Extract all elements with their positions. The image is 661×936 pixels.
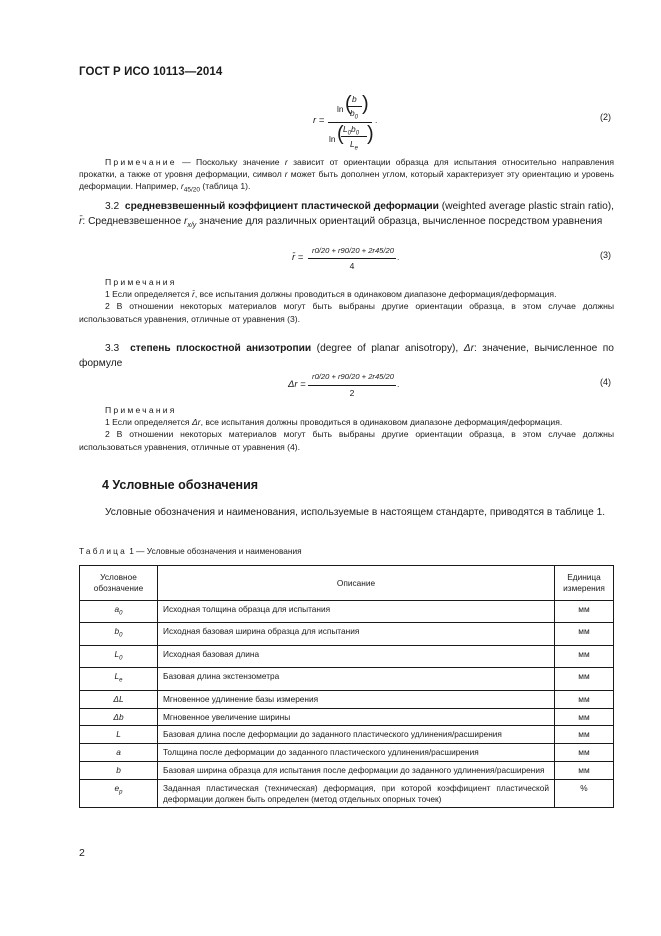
eq4-denominator: 2 bbox=[349, 388, 355, 398]
table-symbol-main: a bbox=[114, 604, 120, 614]
note-1-text-a: — Поскольку значение bbox=[176, 157, 285, 167]
table-cell-unit: мм bbox=[555, 690, 614, 708]
eq2-num-b0-sub: 0 bbox=[354, 114, 359, 121]
clause-3-2 bbox=[79, 200, 614, 233]
clause-3-2-number: 3.2 bbox=[105, 201, 120, 212]
table-cell-symbol bbox=[80, 601, 158, 623]
table-row bbox=[80, 726, 614, 744]
eq2-den-ln: ln bbox=[329, 134, 336, 144]
table-cell-symbol: Δb bbox=[80, 708, 158, 726]
notes-3-3-item-1-sym: Δr bbox=[191, 417, 201, 428]
section-4-intro: Условные обозначения и наименования, используемые в настоящем стандарте, приводятся в таблице 1. bbox=[105, 507, 606, 518]
notes-3-2-item-2: 2 В отношении некоторых материалов могут быть выбраны другие ориентации образца, в этом случае должны использоваться уравнения, отличные от уравнения (3). bbox=[79, 301, 614, 324]
eq2-main-bar bbox=[328, 122, 372, 123]
table-symbol-sub: e bbox=[119, 678, 123, 685]
note-1-example-sub: 45/20 bbox=[183, 187, 201, 195]
table-cell-description: Исходная базовая ширина образца для испытания bbox=[158, 623, 555, 645]
eq4-bar bbox=[308, 385, 396, 386]
eq3-tail: . bbox=[397, 252, 400, 262]
clause-3-2-rxy-sub: x/y bbox=[187, 221, 197, 229]
table-cell-symbol bbox=[80, 779, 158, 808]
table-cell-symbol bbox=[80, 645, 158, 667]
note-1-r: r bbox=[284, 157, 288, 167]
eq2-number: (2) bbox=[600, 112, 611, 122]
table-cell-unit: % bbox=[555, 779, 614, 808]
clause-3-2-symbol: r̄ bbox=[79, 215, 83, 227]
table-symbol-sub: p bbox=[119, 789, 123, 796]
clause-3-3-number: 3.3 bbox=[105, 343, 120, 354]
clause-3-2-term: средневзвешенный коэффициент пластической деформации bbox=[124, 201, 439, 212]
notes-3-2-item-1-b: , все испытания должны проводиться в одинаковом диапазоне деформация/деформация. bbox=[194, 289, 557, 300]
eq4-tail: . bbox=[397, 379, 400, 389]
table-cell-unit: мм bbox=[555, 708, 614, 726]
table-cell-description: Мгновенное увеличение ширины bbox=[158, 708, 555, 726]
clause-3-3-english: (degree of planar anisotropy), bbox=[311, 343, 464, 354]
note-1-label: Примечание bbox=[105, 157, 177, 167]
note-1-text-c: может быть дополнен углом, который характеризует эту ориентацию и уровень деформации. Например, bbox=[79, 169, 614, 192]
notes-3-3 bbox=[79, 404, 614, 453]
notes-3-3-label: Примечания bbox=[105, 405, 177, 415]
table-row bbox=[80, 645, 614, 667]
notes-3-2-item-1 bbox=[79, 288, 614, 300]
document-header: ГОСТ Р ИСО 10113—2014 bbox=[79, 66, 223, 78]
eq2-den-inner-bar bbox=[341, 136, 367, 137]
table-1-caption-text: 1 — Условные обозначения и наименования bbox=[126, 546, 302, 556]
clause-3-3-term: степень плоскостной анизотропии bbox=[130, 343, 312, 354]
table-cell-description: Исходная толщина образца для испытания bbox=[158, 601, 555, 623]
notes-3-2-label: Примечания bbox=[105, 277, 177, 287]
eq2-lhs: r = bbox=[313, 115, 325, 126]
notes-3-3-item-1-a: 1 Если определяется bbox=[105, 417, 192, 428]
eq2-num-b0 bbox=[350, 108, 358, 121]
table-header-description: Описание bbox=[158, 566, 555, 601]
table-row bbox=[80, 601, 614, 623]
table-1-caption bbox=[79, 546, 302, 556]
page-number: 2 bbox=[79, 847, 85, 859]
table-symbol-sub: 0 bbox=[119, 610, 123, 617]
table-cell-description: Базовая длина после деформации до заданного пластического удлинения/расширения bbox=[158, 726, 555, 744]
eq2-den-Le-sym: L bbox=[350, 139, 355, 149]
table-cell-unit: мм bbox=[555, 623, 614, 645]
table-cell-symbol: L bbox=[80, 726, 158, 744]
table-cell-description: Исходная базовая длина bbox=[158, 645, 555, 667]
notes-3-3-item-2: 2 В отношении некоторых материалов могут быть выбраны другие ориентации образца, в этом случае должны использоваться уравнения, отличные от уравнения (4). bbox=[79, 429, 614, 452]
table-cell-unit: мм bbox=[555, 744, 614, 762]
table-cell-symbol bbox=[80, 668, 158, 690]
table-cell-description: Заданная пластическая (техническая) деформация, при которой коэффициент пластической деформации должен быть определен (метод отдельных опорных точек) bbox=[158, 779, 555, 808]
table-symbol-main: e bbox=[114, 782, 120, 793]
table-header-unit: Единица измерения bbox=[555, 566, 614, 601]
table-symbol-main: b bbox=[114, 626, 120, 637]
table-header-row bbox=[80, 566, 614, 601]
notes-3-2-item-1-sym: r̄ bbox=[191, 289, 195, 300]
eq2-num-ln: ln bbox=[337, 104, 344, 114]
eq2-den-Le-sub: e bbox=[354, 145, 359, 152]
eq2-den-rparen: ) bbox=[367, 123, 374, 145]
eq3-numerator: r0/20 + r90/20 + 2r45/20 bbox=[312, 246, 394, 255]
table-cell-description: Базовая длина экстензометра bbox=[158, 668, 555, 690]
table-row bbox=[80, 668, 614, 690]
table-cell-unit: мм bbox=[555, 726, 614, 744]
eq3-bar bbox=[308, 258, 396, 259]
eq2-tail: . bbox=[375, 115, 378, 125]
notes-3-2 bbox=[79, 276, 614, 325]
clause-3-2-text-a: : Средневзвешенное bbox=[82, 215, 184, 227]
table-row bbox=[80, 744, 614, 762]
eq2-den-L0-sym: L bbox=[343, 124, 348, 134]
table-row bbox=[80, 708, 614, 726]
eq2-num-lparen: ( bbox=[345, 93, 352, 115]
clause-3-2-english: (weighted average plastic strain ratio), bbox=[438, 201, 614, 212]
eq2-den-b0-sub: 0 bbox=[355, 130, 360, 137]
note-1 bbox=[79, 156, 614, 197]
notes-3-3-item-1-b: , все испытания должны проводиться в одинаковом диапазоне деформация/деформация. bbox=[200, 417, 563, 428]
table-cell-unit: мм bbox=[555, 762, 614, 780]
note-1-text-b: зависит от ориентации образца для испытания относительно направления прокатки, а также от уровня деформации, символ bbox=[79, 157, 614, 180]
table-cell-unit: мм bbox=[555, 668, 614, 690]
note-1-example: r bbox=[180, 181, 184, 192]
table-row bbox=[80, 690, 614, 708]
eq2-num-inner-bar bbox=[348, 106, 362, 107]
table-header-symbol: Условное обозначение bbox=[80, 566, 158, 601]
table-cell-unit: мм bbox=[555, 645, 614, 667]
eq4-lhs: Δr = bbox=[288, 379, 306, 390]
table-cell-description: Толщина после деформации до заданного пластического удлинения/расширения bbox=[158, 744, 555, 762]
clause-3-3 bbox=[79, 342, 614, 371]
clause-3-2-text-b: значение для различных ориентаций образца, вычисленное посредством уравнения bbox=[196, 215, 603, 227]
eq2-num-b: b bbox=[352, 94, 357, 104]
eq4-numerator: r0/20 + r90/20 + 2r45/20 bbox=[312, 372, 394, 381]
table-cell-symbol: a bbox=[80, 744, 158, 762]
eq3-denominator: 4 bbox=[349, 261, 355, 271]
note-1-text-d: (таблица 1). bbox=[200, 181, 251, 192]
eq3-lhs: r̄ = bbox=[292, 252, 304, 263]
table-cell-symbol bbox=[80, 623, 158, 645]
eq2-den-lparen: ( bbox=[337, 123, 344, 145]
eq2-den-L0-sub: 0 bbox=[347, 130, 352, 137]
table-row bbox=[80, 623, 614, 645]
note-1-r2: r bbox=[284, 169, 288, 180]
table-1-caption-label: Таблица bbox=[79, 546, 127, 556]
table-row bbox=[80, 779, 614, 808]
notes-3-2-item-1-a: 1 Если определяется bbox=[105, 289, 192, 300]
eq2-den-Le bbox=[350, 139, 358, 152]
eq2-num-rparen: ) bbox=[362, 93, 369, 115]
table-cell-description: Базовая ширина образца для испытания после деформации до заданного удлинения/расширения bbox=[158, 762, 555, 780]
table-symbol-sub: 0 bbox=[119, 633, 123, 640]
eq4-number: (4) bbox=[600, 377, 611, 387]
table-1-body bbox=[80, 566, 614, 808]
table-symbol-sub: 0 bbox=[119, 655, 123, 662]
table-cell-unit: мм bbox=[555, 601, 614, 623]
eq2-den-L0 bbox=[343, 124, 359, 137]
notes-3-3-item-1 bbox=[79, 416, 614, 428]
clause-3-3-symbol: Δr bbox=[463, 343, 474, 354]
table-1 bbox=[79, 565, 614, 808]
table-cell-description: Мгновенное удлинение базы измерения bbox=[158, 690, 555, 708]
table-cell-symbol: b bbox=[80, 762, 158, 780]
eq2-den-b0-sym: b bbox=[351, 124, 356, 134]
table-row bbox=[80, 762, 614, 780]
eq3-number: (3) bbox=[600, 250, 611, 260]
table-symbol-main: L bbox=[114, 671, 120, 682]
table-symbol-main: L bbox=[114, 648, 120, 659]
section-4-title: 4 Условные обозначения bbox=[102, 478, 259, 492]
clause-3-3-text: : значение, вычисленное по формуле bbox=[79, 343, 614, 369]
eq2-num-b0-sym: b bbox=[350, 108, 355, 118]
clause-3-2-rxy: r bbox=[183, 215, 188, 227]
table-cell-symbol: ΔL bbox=[80, 690, 158, 708]
